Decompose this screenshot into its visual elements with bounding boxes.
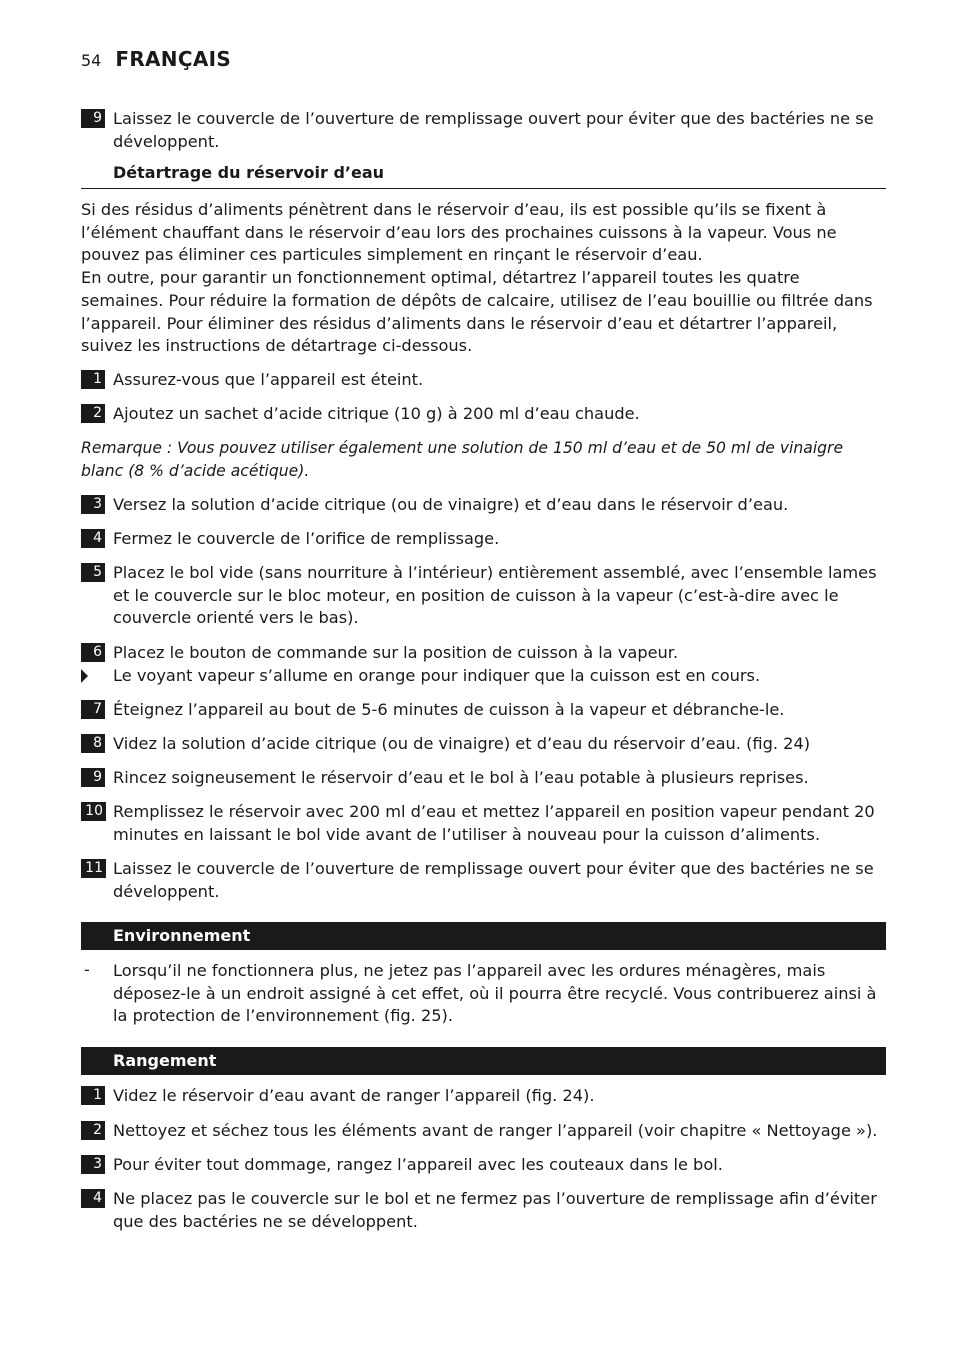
step-number: 3 [81, 1155, 105, 1174]
descaling-step-1 [81, 369, 887, 392]
step-text: Pour éviter tout dommage, rangez l’appareil avec les couteaux dans le bol. [113, 1155, 723, 1174]
result-arrow-icon [81, 669, 88, 683]
step-number: 4 [81, 529, 105, 548]
step-text: Remplissez le réservoir avec 200 ml d’eau et mettez l’appareil en position vapeur pendant 20 minutes en laissant le bol vide avant de l’utiliser à nouveau pour la cuisson d’aliments. [113, 802, 875, 844]
step-number: 2 [81, 404, 105, 423]
step-text: Laissez le couvercle de l’ouverture de remplissage ouvert pour éviter que des bactéries ne se développent. [113, 109, 874, 151]
step-text: Videz le réservoir d’eau avant de ranger l’appareil (fig. 24). [113, 1086, 595, 1105]
step-number: 5 [81, 563, 105, 582]
descaling-step-7 [81, 699, 887, 722]
step-number: 9 [81, 768, 105, 787]
step-number: 2 [81, 1121, 105, 1140]
descaling-step-3 [81, 494, 887, 517]
step-text: Fermez le couvercle de l’orifice de remplissage. [113, 529, 500, 548]
storage-step-3 [81, 1154, 887, 1177]
descaling-note: Remarque : Vous pouvez utiliser également une solution de 150 ml d’eau et de 50 ml de vinaigre blanc (8 % d’acide acétique). [81, 439, 844, 480]
step-text: Videz la solution d’acide citrique (ou de vinaigre) et d’eau du réservoir d’eau. (fig. 24) [113, 734, 811, 753]
section-bar-environment [81, 922, 886, 950]
step-number: 4 [81, 1189, 105, 1208]
step-text: Laissez le couvercle de l’ouverture de remplissage ouvert pour éviter que des bactéries ne se développent. [113, 859, 874, 901]
step-text: Placez le bol vide (sans nourriture à l’intérieur) entièrement assemblé, avec l’ensemble lames et le couvercle sur le bloc moteur, en position de cuisson à la vapeur (c’est-à-dire avec le couvercle orienté vers le bas). [113, 563, 877, 628]
descaling-step-9 [81, 767, 887, 790]
descaling-step-4 [81, 528, 887, 551]
storage-step-2 [81, 1120, 887, 1143]
environment-text: Lorsqu’il ne fonctionnera plus, ne jetez pas l’appareil avec les ordures ménagères, mais déposez-le à un endroit assigné à cet effet, où il pourra être recyclé. Vous contribuerez ainsi à la protection de l’environnement (fig. 25). [113, 961, 877, 1026]
step-number: 6 [81, 643, 105, 662]
section-heading-descaling [81, 163, 886, 189]
storage-step-1 [81, 1085, 887, 1108]
step-text: Ajoutez un sachet d’acide citrique (10 g) à 200 ml d’eau chaude. [113, 404, 640, 423]
step-number: 10 [81, 802, 106, 821]
step-text: Ne placez pas le couvercle sur le bol et ne fermez pas l’ouverture de remplissage afin d’éviter que des bactéries ne se développent. [113, 1189, 877, 1231]
section-heading-text: Rangement [113, 1051, 217, 1070]
descaling-step-2 [81, 403, 887, 426]
section-bar-storage [81, 1047, 886, 1075]
descaling-paragraph: Si des résidus d’aliments pénètrent dans le réservoir d’eau, ils est possible qu’ils se fixent à l’élément chauffant dans le réservoir d’eau lors des prochaines cuissons à la vapeur. Vous ne pouvez pas éliminer ces particules simplement en rinçant le réservoir d’eau. En outre, pour garantir un fonctionnement optimal, détartrez l’appareil toutes les quatre semaines. Pour réduire la formation de dépôts de calcaire, utilisez de l’eau bouillie ou filtrée dans l’appareil. Pour éliminer des résidus d’aliments dans le réservoir d’eau et détartrer l’appareil, suivez les instructions de détartrage ci-dessous. [81, 200, 873, 356]
list-dash: - [84, 960, 90, 979]
step-text: Versez la solution d’acide citrique (ou de vinaigre) et d’eau dans le réservoir d’eau. [113, 495, 789, 514]
step-number: 3 [81, 495, 105, 514]
page-number: 54 [81, 51, 102, 70]
step-number: 9 [81, 109, 105, 128]
step-text: Assurez-vous que l’appareil est éteint. [113, 370, 424, 389]
intro-step [81, 108, 887, 153]
descaling-step-8 [81, 733, 887, 756]
step-number: 8 [81, 734, 105, 753]
step-result: Le voyant vapeur s’allume en orange pour indiquer que la cuisson est en cours. [113, 666, 761, 685]
storage-step-4 [81, 1188, 887, 1233]
step-number: 1 [81, 1086, 105, 1105]
step-text: Éteignez l’appareil au bout de 5-6 minutes de cuisson à la vapeur et débranche-le. [113, 700, 785, 719]
section-heading-text: Détartrage du réservoir d’eau [113, 163, 385, 182]
language-title: FRANÇAIS [115, 47, 232, 71]
descaling-step-6 [81, 642, 887, 665]
step-text: Nettoyez et séchez tous les éléments avant de ranger l’appareil (voir chapitre « Nettoyage »). [113, 1121, 878, 1140]
step-number: 11 [81, 859, 106, 878]
page-header [81, 47, 231, 75]
descaling-step-5 [81, 562, 887, 630]
descaling-step-11 [81, 858, 887, 903]
step-number: 7 [81, 700, 105, 719]
step-text: Placez le bouton de commande sur la position de cuisson à la vapeur. [113, 643, 679, 662]
step-number: 1 [81, 370, 105, 389]
section-heading-text: Environnement [113, 926, 251, 945]
step-text: Rincez soigneusement le réservoir d’eau et le bol à l’eau potable à plusieurs reprises. [113, 768, 809, 787]
descaling-step-10 [81, 801, 887, 846]
